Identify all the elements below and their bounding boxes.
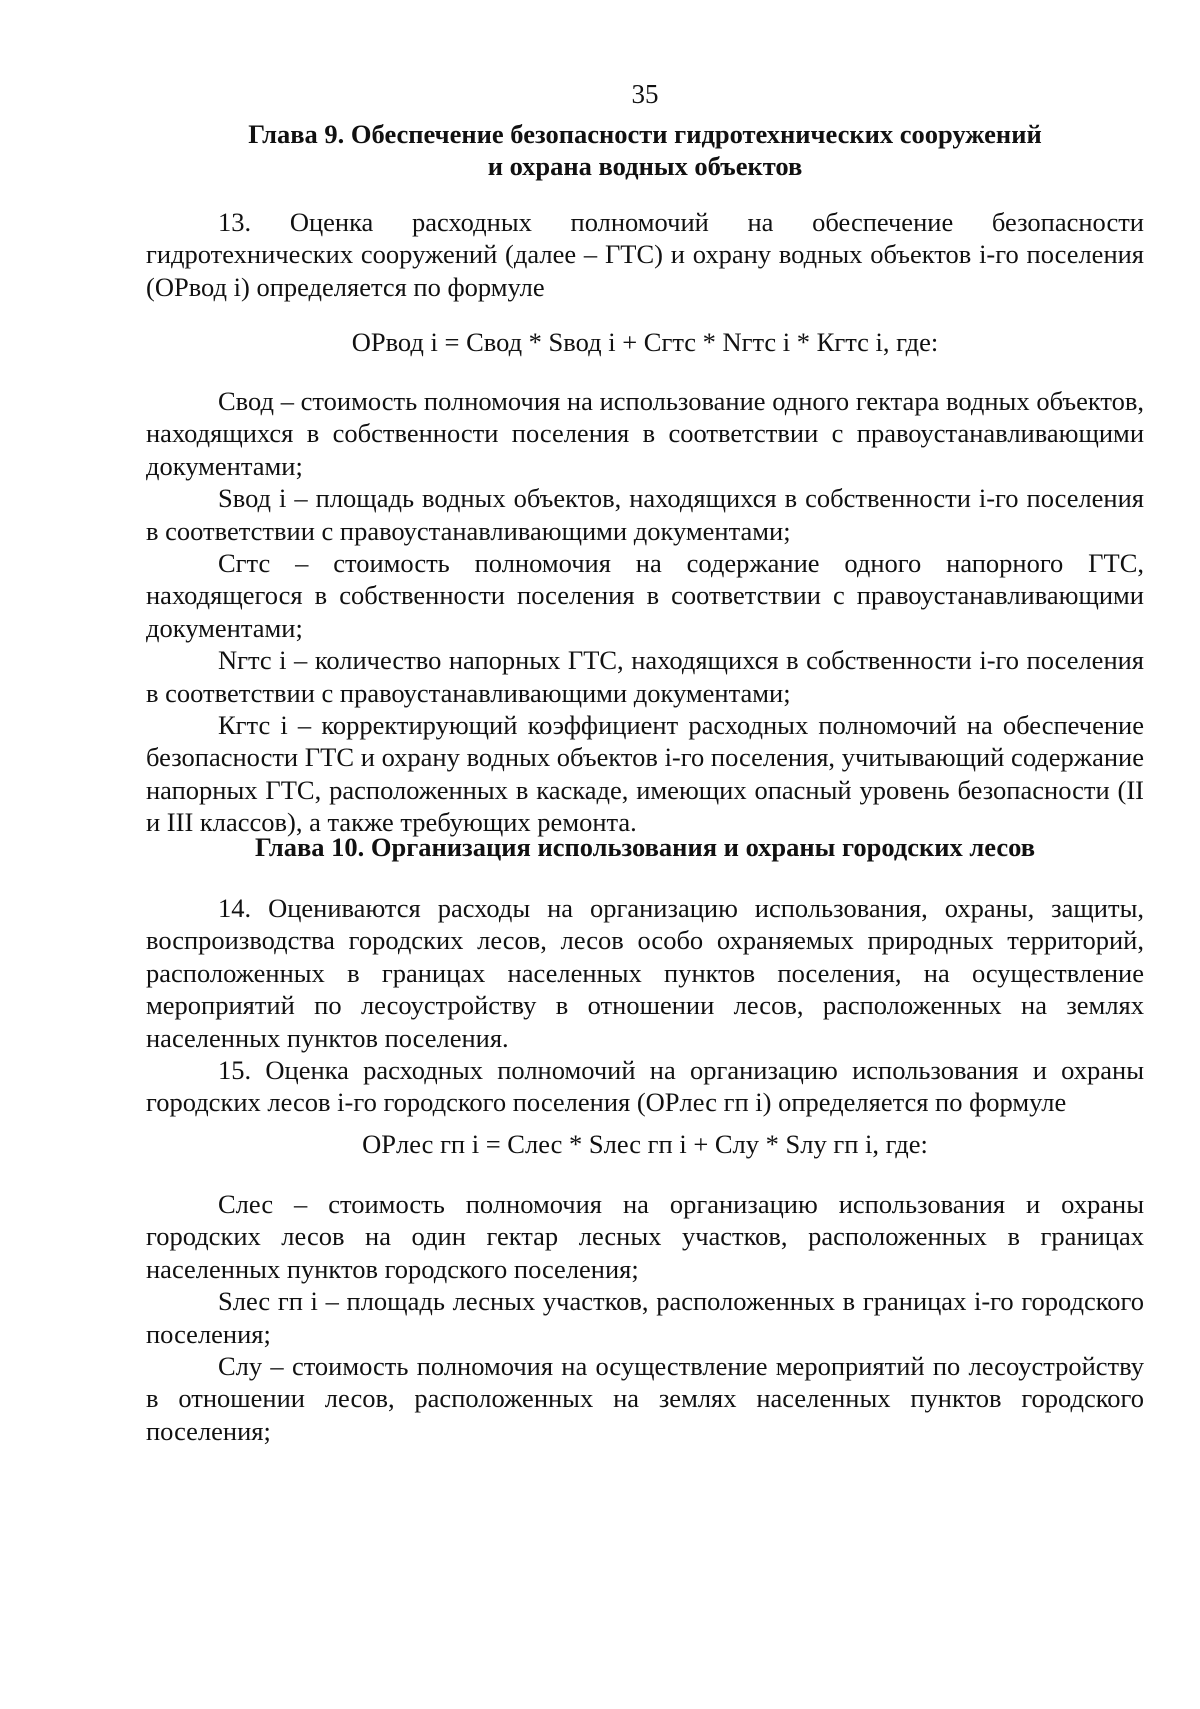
chapter-9-title-line-2: и охрана водных объектов xyxy=(487,151,803,181)
definition-n-gts-i: Nгтс i – количество напорных ГТС, находящихся в собственности i-го поселения в соответствии с правоустанавливающими документами; xyxy=(146,645,1144,708)
definition-svod: Свод – стоимость полномочия на использование одного гектара водных объектов, находящихся в собственности поселения в соответствии с правоустанавливающими документами; xyxy=(146,386,1144,481)
formula-water-objects: ОРвод i = Свод * Sвод i + Сгтс * Nгтс i * Кгтс i, где: xyxy=(351,327,939,357)
paragraphs-14-15-block xyxy=(146,892,1144,1119)
paragraph-15: 15. Оценка расходных полномочий на организацию использования и охраны городских лесов i-го городского поселения (ОРлес гп i) определяется по формуле xyxy=(146,1055,1144,1118)
paragraph-13-block xyxy=(146,206,1144,303)
definition-s-lu: Слу – стоимость полномочия на осуществление мероприятий по лесоустройству в отношении лесов, расположенных на землях населенных пунктов городского поселения; xyxy=(146,1351,1144,1446)
formula-city-forests: ОРлес гп i = Слес * Sлес гп i + Слу * Sлу гп i, где: xyxy=(362,1129,928,1159)
paragraph-13: 13. Оценка расходных полномочий на обеспечение безопасности гидротехнических сооружений (далее – ГТС) и охрану водных объектов i-го поселения (ОРвод i) определяется по формуле xyxy=(146,207,1144,302)
chapter-9-title-line-1: Глава 9. Обеспечение безопасности гидротехнических сооружений xyxy=(248,119,1042,149)
chapter-10-definitions xyxy=(146,1188,1144,1447)
paragraph-14: 14. Оцениваются расходы на организацию использования, охраны, защиты, воспроизводства городских лесов, лесов особо охраняемых природных территорий, расположенных в границах населенных пунктов поселения, на осуществление мероприятий по лесоустройству в отношении лесов, расположенных на землях населенных пунктов поселения. xyxy=(146,893,1144,1053)
chapter-9-definitions xyxy=(146,385,1144,839)
definition-s-les: Слес – стоимость полномочия на организацию использования и охраны городских лесов на один гектар лесных участков, расположенных в границах населенных пунктов городского поселения; xyxy=(146,1189,1144,1284)
page-number: 35 xyxy=(631,79,659,109)
definition-s-les-gp-i: Sлес гп i – площадь лесных участков, расположенных в границах i-го городского поселения; xyxy=(146,1286,1144,1349)
definition-k-gts-i: Кгтс i – корректирующий коэффициент расходных полномочий на обеспечение безопасности ГТС и охрану водных объектов i-го поселения, учитывающий содержание напорных ГТС, расположенных в каскаде, имеющих опасный уровень безопасности (II и III классов), а также требующих ремонта. xyxy=(146,710,1144,838)
chapter-10-title: Глава 10. Организация использования и охраны городских лесов xyxy=(254,832,1036,862)
definition-s-gts: Сгтс – стоимость полномочия на содержание одного напорного ГТС, находящегося в собственности поселения в соответствии с правоустанавливающими документами; xyxy=(146,548,1144,643)
definition-s-vod-i: Sвод i – площадь водных объектов, находящихся в собственности i-го поселения в соответствии с правоустанавливающими документами; xyxy=(146,483,1144,546)
